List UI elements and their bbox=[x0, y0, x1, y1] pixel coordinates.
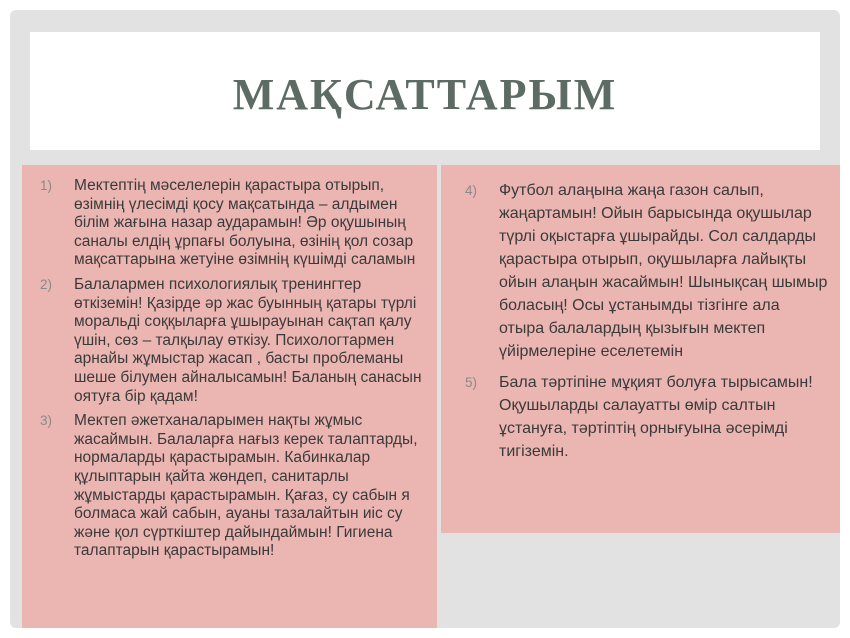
item-number: 5) bbox=[465, 375, 478, 390]
item-number: 4) bbox=[465, 183, 478, 198]
slide-title: МАҚСАТТАРЫМ bbox=[232, 69, 618, 119]
goals-list-right bbox=[461, 179, 828, 463]
right-column bbox=[441, 165, 840, 533]
item-text: Мектеп әжетханаларымен нақты жұмыс жасаймын. Балаларға нағыз керек талаптарды, нормаларды қарастырамын. Кабинкалар құлыптарын қайта жөндеп, санитарлы жұмыстарды қарастырамын. Қағаз, су сабын я болмаса жай сабын, ауаны тазалайтын иіс су және қол сүрткіштер дайындаймын! Гигиена талаптарын қарастырамын! bbox=[74, 412, 418, 560]
item-text: Балалармен психологиялық тренингтер өткіземін! Қазірде әр жас буынның қатары түрлі моральді соққыларға ұшырауынан сақтап қалу үшін, сөз – талқылау өткізу. Психологтармен арнайы жұмыстар жасап , басты проблеманы шеше білумен айналысамын! Баланың санасын оятуға бір қадам! bbox=[74, 275, 422, 405]
item-text: Мектептің мәселелерін қарастыра отырып, өзімнің үлесімді қосу мақсатында – алдымен білім жағына назар аударамын! Әр оқушының саналы елдің ұрпағы болуына, өзінің қол созар мақсаттарына жетуіне өзімнің күшімді саламын bbox=[74, 177, 416, 269]
slide bbox=[10, 10, 840, 628]
item-number: 1) bbox=[40, 178, 53, 193]
list-item bbox=[461, 179, 828, 363]
list-item bbox=[36, 177, 427, 270]
list-item bbox=[461, 371, 828, 463]
list-item bbox=[36, 412, 427, 561]
left-column bbox=[22, 165, 437, 628]
item-text: Футбол алаңына жаңа газон салып, жаңартамын! Ойын барысында оқушылар түрлі оқыстарға ұшырайды. Сол салдарды қарастыра отырып, оқушыларға лайықты ойын алаңын жасаймын! Шынықсаң шымыр боласың! Осы ұстанымды тізгінге ала отыра балалардың қызығын мектеп үйірмелеріне еселетемін bbox=[499, 182, 828, 360]
item-text: Бала тәртіпіне мұқият болуға тырысамын! Оқушыларды салауатты өмір салтын ұстануға, тәртіптің орнығуына әсерімді тигіземін. bbox=[499, 374, 813, 460]
item-number: 2) bbox=[40, 276, 53, 292]
list-item bbox=[36, 276, 427, 406]
goals-list-left bbox=[36, 177, 427, 561]
item-number: 3) bbox=[40, 413, 53, 429]
title-box bbox=[30, 32, 820, 150]
